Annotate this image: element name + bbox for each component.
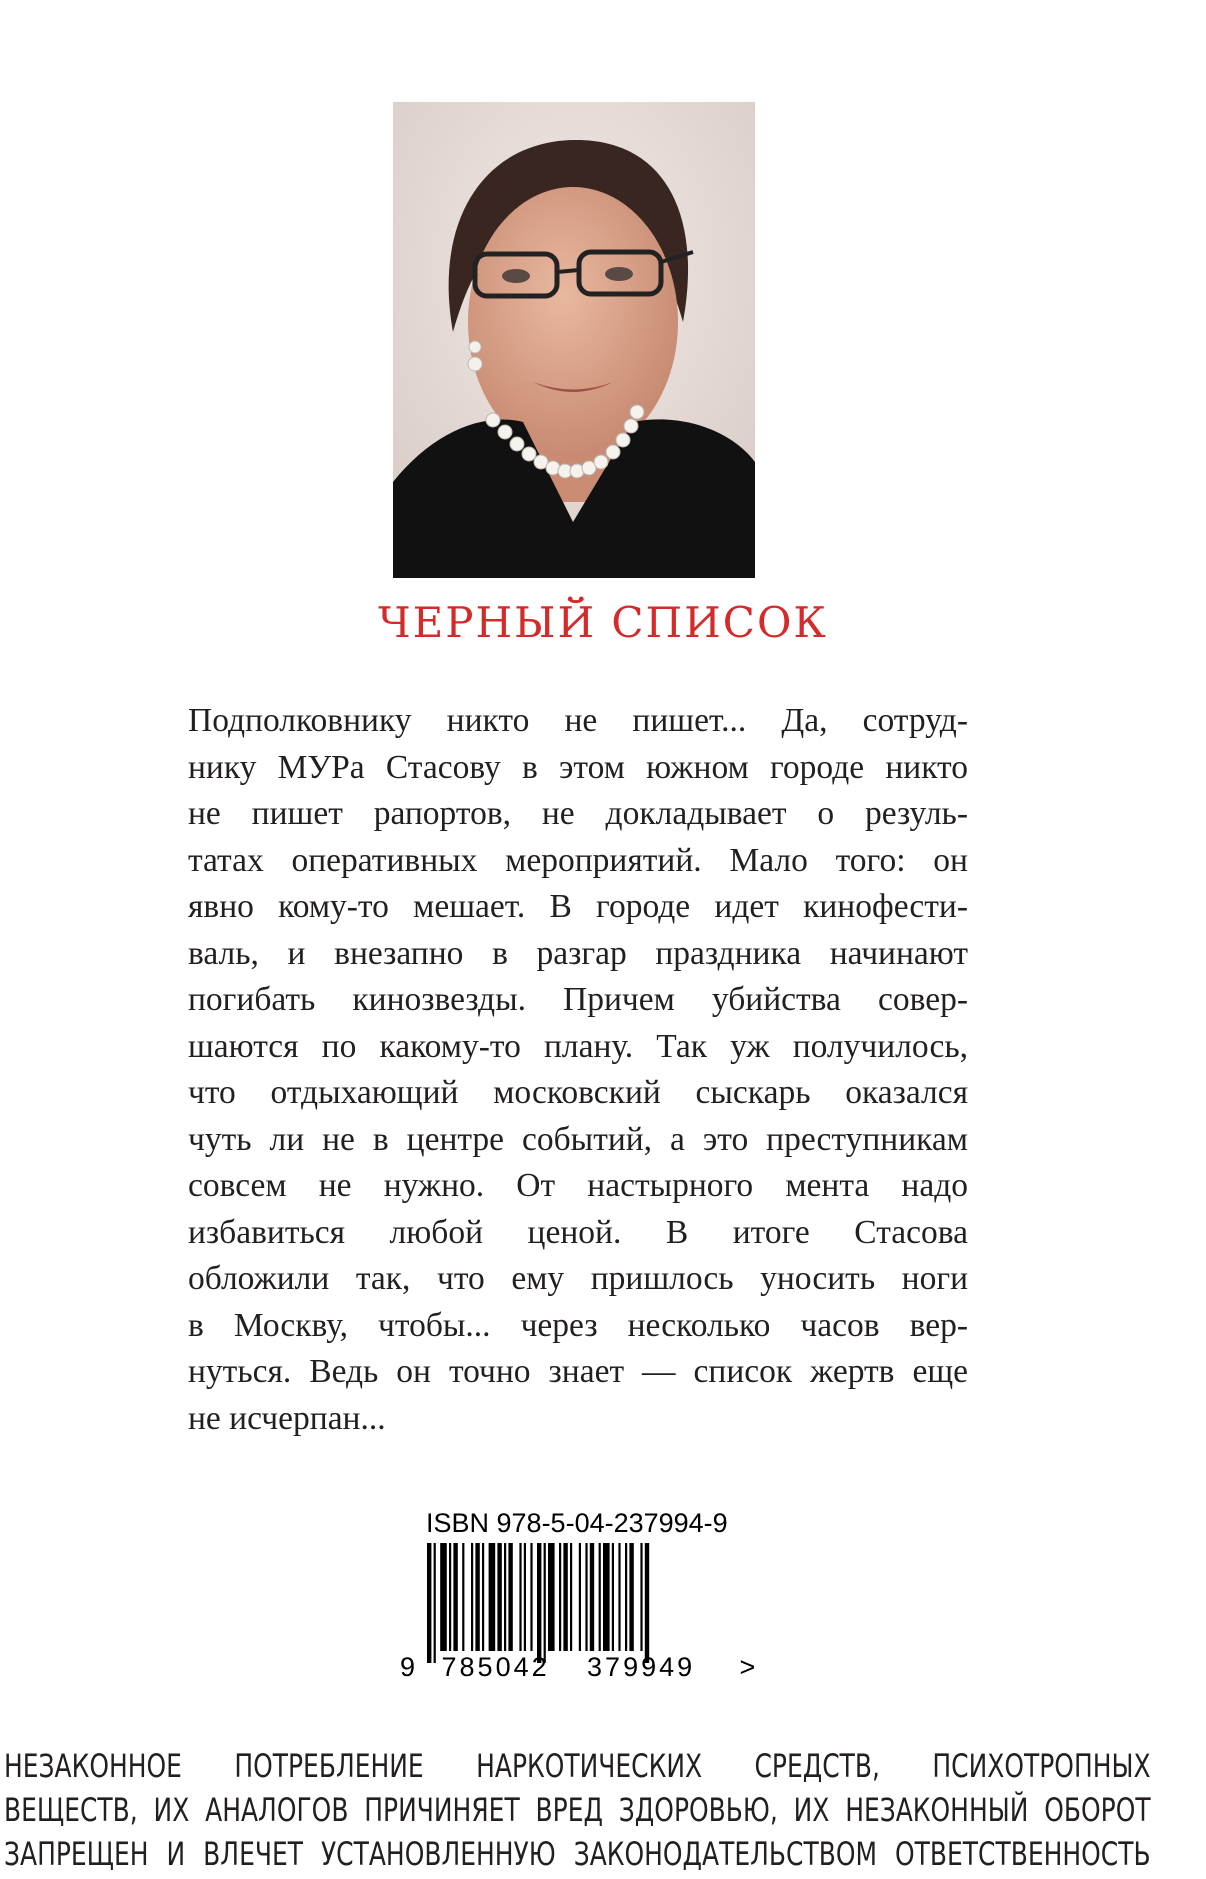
- barcode-bar: [537, 1543, 541, 1663]
- barcode-bar: [590, 1543, 594, 1651]
- barcode-digits-right: 379949: [587, 1652, 696, 1682]
- annotation-line: избавиться любой ценой. В итоге Стасова: [188, 1213, 968, 1251]
- barcode-icon: [425, 1543, 725, 1663]
- barcode-digit-first: 9: [400, 1652, 416, 1682]
- isbn-label: ISBN 978-5-04-237994-9: [426, 1508, 728, 1538]
- warning-line: НЕЗАКОННОЕ ПОТРЕБЛЕНИЕ НАРКОТИЧЕСКИХ СРЕДСТВ, ПСИХОТРОПНЫХ: [4, 1747, 1151, 1785]
- barcode-bar: [504, 1543, 506, 1651]
- barcode-bar: [579, 1543, 581, 1651]
- warning-line: ЗАПРЕЩЕН И ВЛЕЧЕТ УСТАНОВЛЕННУЮ ЗАКОНОДАТЕЛЬСТВОМ ОТВЕТСТВЕННОСТЬ: [4, 1835, 1151, 1873]
- annotation-line: явно кому-то мешает. В городе идет кинофести-: [188, 888, 968, 925]
- barcode-bar: [559, 1543, 561, 1651]
- barcode-bar: [482, 1543, 484, 1651]
- annotation-line: нуться. Ведь он точно знает — список жертв еще: [188, 1353, 968, 1390]
- barcode-bar: [519, 1543, 521, 1651]
- barcode-bar: [471, 1543, 473, 1651]
- barcode-bar: [629, 1543, 633, 1651]
- annotation-line: нику МУРа Стасову в этом южном городе никто: [188, 748, 968, 786]
- barcode-digits-left: 785042: [441, 1652, 550, 1682]
- annotation-line: Подполковнику никто не пишет... Да, сотруд-: [188, 702, 968, 739]
- barcode-bar: [440, 1543, 447, 1651]
- barcode-bar: [462, 1543, 464, 1651]
- annotation-line: обложили так, что ему пришлось уносить ноги: [188, 1260, 968, 1297]
- barcode-bar: [544, 1543, 546, 1663]
- barcode-bar: [603, 1543, 610, 1651]
- author-portrait-icon: [393, 102, 755, 578]
- annotation-line: не пишет рапортов, не докладывает о резуль-: [188, 795, 968, 832]
- book-title: ЧЕРНЫЙ СПИСОК: [378, 598, 828, 647]
- barcode-bar: [618, 1543, 620, 1651]
- barcode-bar: [645, 1543, 649, 1663]
- barcode-bar: [530, 1543, 532, 1651]
- annotation-line: не исчерпан...: [188, 1399, 386, 1437]
- warning-line: ВЕЩЕСТВ, ИХ АНАЛОГОВ ПРИЧИНЯЕТ ВРЕД ЗДОРОВЬЮ, ИХ НЕЗАКОННЫЙ ОБОРОТ: [4, 1791, 1151, 1829]
- barcode-bar: [585, 1543, 587, 1651]
- barcode-bar: [612, 1543, 614, 1651]
- annotation-line: чуть ли не в центре событий, а это преступникам: [188, 1120, 968, 1158]
- annotation-line: шаются по какому-то плану. Так уж получилось,: [188, 1027, 968, 1065]
- barcode-bar: [434, 1543, 436, 1663]
- barcode-bar: [427, 1543, 431, 1663]
- barcode-bar: [570, 1543, 572, 1651]
- annotation-line: татах оперативных мероприятий. Мало того: он: [188, 841, 968, 879]
- barcode-end-mark: >: [739, 1652, 756, 1682]
- barcode-bar: [449, 1543, 451, 1651]
- barcode-bar: [475, 1543, 479, 1651]
- barcode-bar: [497, 1543, 501, 1651]
- barcode-bar: [453, 1543, 457, 1651]
- barcode-digits: [400, 1652, 755, 1683]
- barcode-bar: [625, 1543, 627, 1651]
- barcode-bar: [599, 1543, 601, 1651]
- barcode-bar: [548, 1543, 555, 1651]
- barcode-bar: [563, 1543, 567, 1651]
- legal-warning: [4, 1744, 1151, 1876]
- book-annotation: [188, 698, 968, 1442]
- annotation-line: в Москву, чтобы... через несколько часов вер-: [188, 1306, 968, 1344]
- barcode-bar: [524, 1543, 526, 1651]
- author-photo: [393, 102, 755, 578]
- annotation-line: совсем не нужно. От настырного мента надо: [188, 1167, 968, 1204]
- barcode-bar: [508, 1543, 512, 1651]
- annotation-line: валь, и внезапно в разгар праздника начинают: [188, 934, 968, 972]
- barcode-bar: [640, 1543, 642, 1651]
- barcode-bar: [489, 1543, 496, 1651]
- annotation-line: погибать кинозвезды. Причем убийства совер-: [188, 981, 968, 1018]
- annotation-line: что отдыхающий московский сыскарь оказался: [188, 1074, 968, 1111]
